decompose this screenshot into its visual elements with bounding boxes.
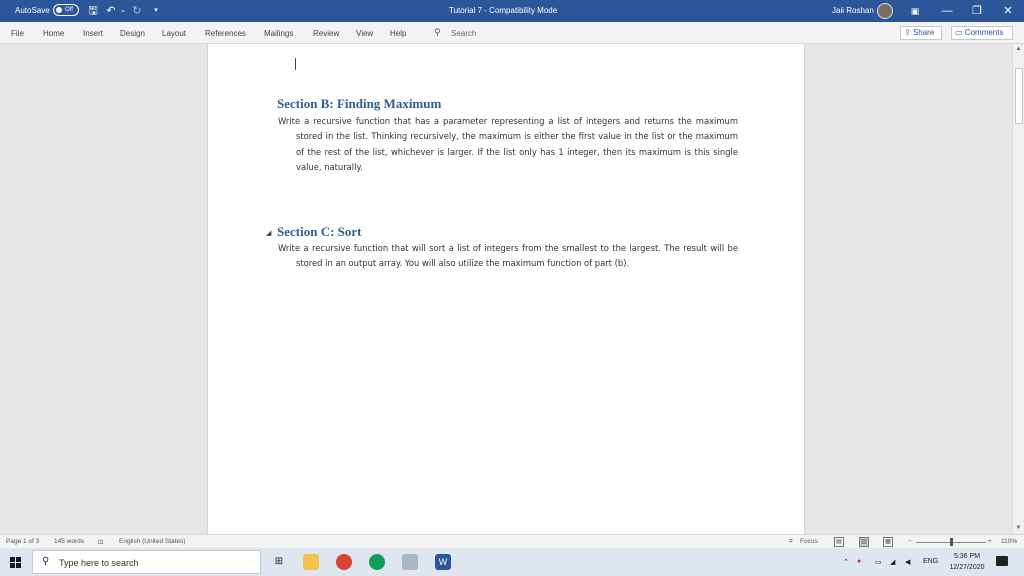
restore-button[interactable]: ❐ — [972, 5, 982, 17]
task-view-icon[interactable]: ⊞ — [274, 556, 284, 567]
zoom-level[interactable]: 110% — [1001, 538, 1018, 545]
comment-icon: ▭ — [955, 28, 963, 37]
autosave-label: AutoSave — [15, 6, 50, 15]
vertical-scrollbar[interactable] — [1012, 44, 1024, 534]
autosave-toggle[interactable] — [53, 4, 79, 16]
tab-help[interactable]: Help — [390, 29, 407, 38]
volume-icon[interactable]: ◀ — [905, 559, 911, 566]
close-button[interactable]: ✕ — [1003, 5, 1013, 17]
focus-icon[interactable]: ⌗ — [789, 538, 793, 545]
title-bar — [0, 0, 1024, 22]
tab-design[interactable]: Design — [120, 29, 145, 38]
save-icon[interactable]: 🖫 — [88, 5, 98, 17]
taskbar — [0, 548, 1024, 576]
scroll-up-icon[interactable]: ▲ — [1015, 46, 1022, 52]
proofing-icon[interactable]: ⊡ — [98, 539, 104, 546]
taskbar-search-placeholder: Type here to search — [59, 558, 139, 568]
text-cursor — [295, 58, 296, 70]
zoom-out-button[interactable]: − — [908, 538, 912, 545]
focus-button[interactable]: Focus — [800, 538, 818, 545]
status-bar — [0, 534, 1024, 548]
read-mode-icon[interactable]: ▤ — [834, 537, 844, 547]
avatar[interactable] — [877, 3, 893, 19]
word-icon[interactable]: W — [435, 554, 451, 570]
windows-start-icon[interactable] — [10, 557, 21, 568]
file-explorer-icon[interactable] — [303, 554, 319, 570]
comments-button[interactable] — [951, 26, 1013, 40]
tab-insert[interactable]: Insert — [83, 29, 104, 38]
tab-references[interactable]: References — [205, 29, 246, 38]
share-button[interactable] — [900, 26, 942, 40]
show-hidden-icons-icon[interactable]: ⌃ — [843, 559, 849, 566]
section-c-heading: Section C: Sort — [277, 224, 362, 239]
toggle-knob — [56, 7, 62, 13]
chrome-icon[interactable] — [336, 554, 352, 570]
input-language[interactable]: ENG — [923, 558, 939, 565]
web-layout-icon[interactable]: ▦ — [883, 537, 893, 547]
print-layout-icon[interactable]: ▥ — [859, 537, 869, 547]
wifi-icon[interactable]: ◢ — [890, 559, 896, 566]
scroll-thumb[interactable] — [1015, 68, 1023, 124]
share-icon: ⇪ — [904, 28, 911, 37]
autosave-state: Off — [65, 7, 73, 13]
battery-icon[interactable]: ▭ — [875, 559, 882, 566]
chrome-profile-icon[interactable] — [369, 554, 385, 570]
minimize-button[interactable]: — — [941, 5, 953, 17]
search-icon[interactable]: ⚲ — [434, 27, 441, 37]
tab-view[interactable]: View — [356, 29, 374, 38]
antivirus-icon[interactable]: ● — [857, 558, 862, 565]
search-icon: ⚲ — [42, 556, 50, 567]
zoom-slider-thumb[interactable] — [950, 538, 953, 546]
ribbon-display-options-icon[interactable]: ▣ — [910, 6, 920, 16]
clock-time: 5:36 PM — [953, 553, 981, 560]
ribbon-tabs — [0, 22, 1024, 44]
section-b-body: Write a recursive function that has a parameter representing a list of integers and returns the maximum stored in the list. Thinking recursively, the maximum is either the first value in the list or the maximum of the rest of the list, whichever is larger. If the list only has 1 integer, then its maximum is this single value, naturally. — [278, 116, 738, 172]
tab-mailings[interactable]: Mailings — [264, 29, 294, 38]
tab-review[interactable]: Review — [313, 29, 340, 38]
tab-layout[interactable]: Layout — [162, 29, 187, 38]
page-count[interactable]: Page 1 of 3 — [6, 538, 40, 545]
section-c-body: Write a recursive function that will sort a list of integers from the smallest to the largest. The result will be stored in an output array. You will also utilize the maximum function of part (b). — [278, 243, 738, 269]
photos-icon[interactable] — [402, 554, 418, 570]
user-name[interactable]: Jaii Roshan — [832, 6, 874, 15]
word-count[interactable]: 145 words — [54, 538, 84, 545]
undo-dropdown-icon[interactable]: ⌄ — [120, 7, 126, 14]
tab-home[interactable]: Home — [43, 29, 65, 38]
clock-date: 12/27/2020 — [949, 564, 985, 571]
customize-toolbar-icon[interactable]: ▾ — [154, 7, 158, 14]
section-b-heading: Section B: Finding Maximum — [277, 96, 442, 111]
scroll-down-icon[interactable]: ▼ — [1015, 525, 1022, 531]
notification-center-icon[interactable] — [996, 556, 1008, 566]
collapse-arrow-icon[interactable]: ◢ — [266, 230, 272, 237]
zoom-in-button[interactable]: + — [988, 538, 992, 545]
share-label: Share — [912, 28, 935, 37]
redo-icon[interactable]: ↻ — [132, 5, 142, 17]
taskbar-search-box[interactable] — [32, 550, 261, 574]
document-title: Tutorial 7 - Compatibility Mode — [449, 6, 558, 15]
tab-file[interactable]: File — [11, 29, 24, 38]
language-indicator[interactable]: English (United States) — [119, 538, 186, 545]
comments-label: Comments — [964, 28, 1004, 37]
system-clock[interactable] — [944, 551, 990, 573]
undo-icon[interactable]: ↶ — [106, 5, 116, 17]
document-page[interactable] — [207, 44, 805, 534]
ribbon-search[interactable]: Search — [451, 29, 477, 38]
